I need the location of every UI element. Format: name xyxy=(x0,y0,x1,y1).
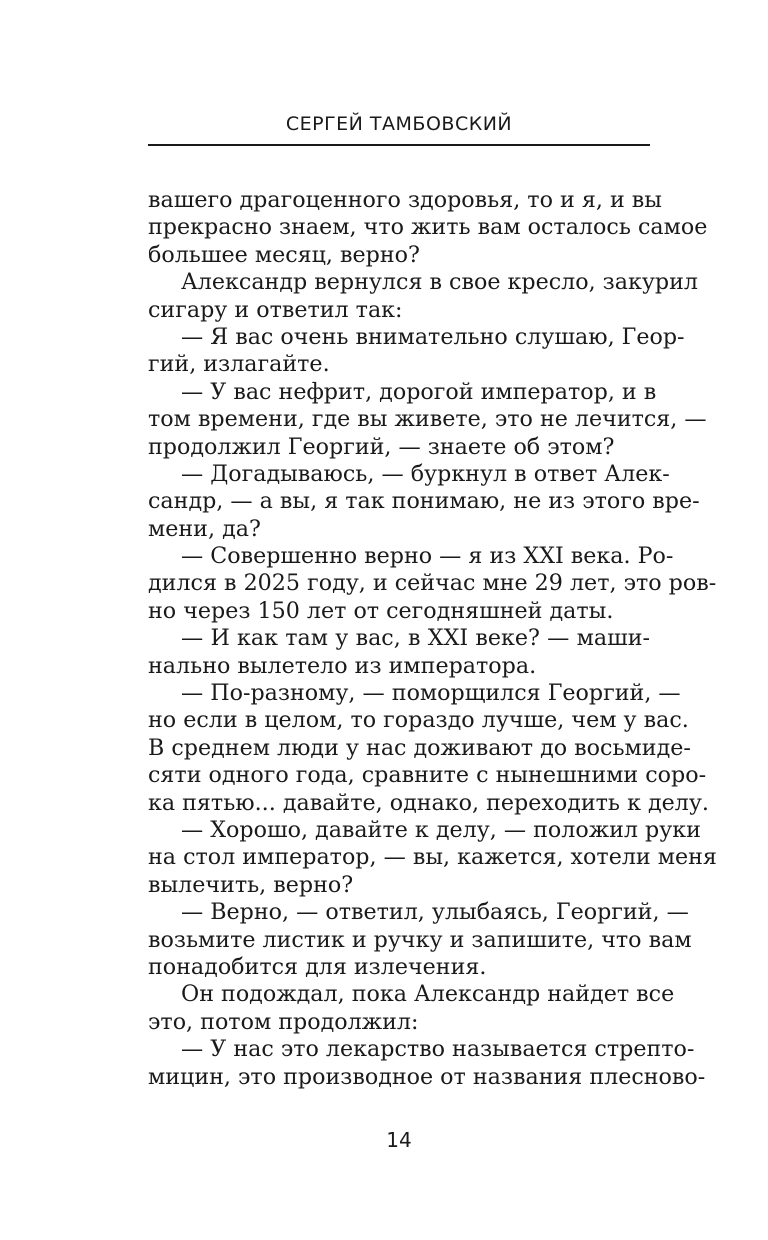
text-line: — У вас нефрит, дорогой император, и в xyxy=(181,378,657,405)
text-line: но через 150 лет от сегодняшней даты. xyxy=(148,597,614,624)
text-line: большее месяц, верно? xyxy=(148,241,420,268)
text-line: это, потом продолжил: xyxy=(148,1008,419,1035)
text-line: прекрасно знаем, что жить вам осталось самое xyxy=(148,214,708,241)
text-line: мицин, это производное от названия плесново- xyxy=(148,1063,706,1090)
text-line: дился в 2025 году, и сейчас мне 29 лет, это ров- xyxy=(148,570,717,597)
text-line: сигару и ответил так: xyxy=(148,296,403,323)
text-line: мени, да? xyxy=(148,515,261,542)
text-line: но если в целом, то гораздо лучше, чем у вас. xyxy=(148,707,689,734)
text-line: Он подождал, пока Александр найдет все xyxy=(181,981,675,1008)
text-line: — Хорошо, давайте к делу, — положил руки xyxy=(181,816,701,843)
text-line: — У нас это лекарство называется стрепто- xyxy=(181,1036,695,1063)
running-head-author: СЕРГЕЙ ТАМБОВСКИЙ xyxy=(285,113,513,135)
text-line: вашего драгоценного здоровья, то и я, и вы xyxy=(148,187,662,213)
page-number: 14 xyxy=(386,1128,412,1152)
text-line: — Догадываюсь, — буркнул в ответ Алек- xyxy=(181,460,670,487)
text-line: — Верно, — ответил, улыбаясь, Георгий, — xyxy=(181,899,689,926)
text-line: продолжил Георгий, — знаете об этом? xyxy=(148,433,615,460)
header-rule xyxy=(148,144,650,146)
text-line: — Я вас очень внимательно слушаю, Геор- xyxy=(181,323,685,350)
text-line: сяти одного года, сравните с нынешними соро- xyxy=(148,762,707,789)
text-line: — По-разному, — поморщился Георгий, — xyxy=(181,680,681,707)
text-line: Александр вернулся в свое кресло, закурил xyxy=(181,269,699,296)
text-line: сандр, — а вы, я так понимаю, не из этого вре- xyxy=(148,488,700,515)
text-line: том времени, где вы живете, это не лечится, — xyxy=(148,406,707,433)
text-line: вылечить, верно? xyxy=(148,871,354,898)
text-line: В среднем люди у нас доживают до восьмиде- xyxy=(148,734,691,761)
text-line: возьмите листик и ручку и запишите, что вам xyxy=(148,926,692,953)
body-text xyxy=(148,187,717,1091)
text-line: нально вылетело из императора. xyxy=(148,652,537,679)
text-line: — Совершенно верно — я из XXI века. Ро- xyxy=(181,543,674,570)
text-line: на стол император, — вы, кажется, хотели меня xyxy=(148,844,717,871)
text-line: ка пятью... давайте, однако, переходить к делу. xyxy=(148,789,709,816)
text-line: — И как там у вас, в XXI веке? — маши- xyxy=(181,625,650,652)
text-line: понадобится для излечения. xyxy=(148,953,487,980)
text-line: гий, излагайте. xyxy=(148,351,330,378)
